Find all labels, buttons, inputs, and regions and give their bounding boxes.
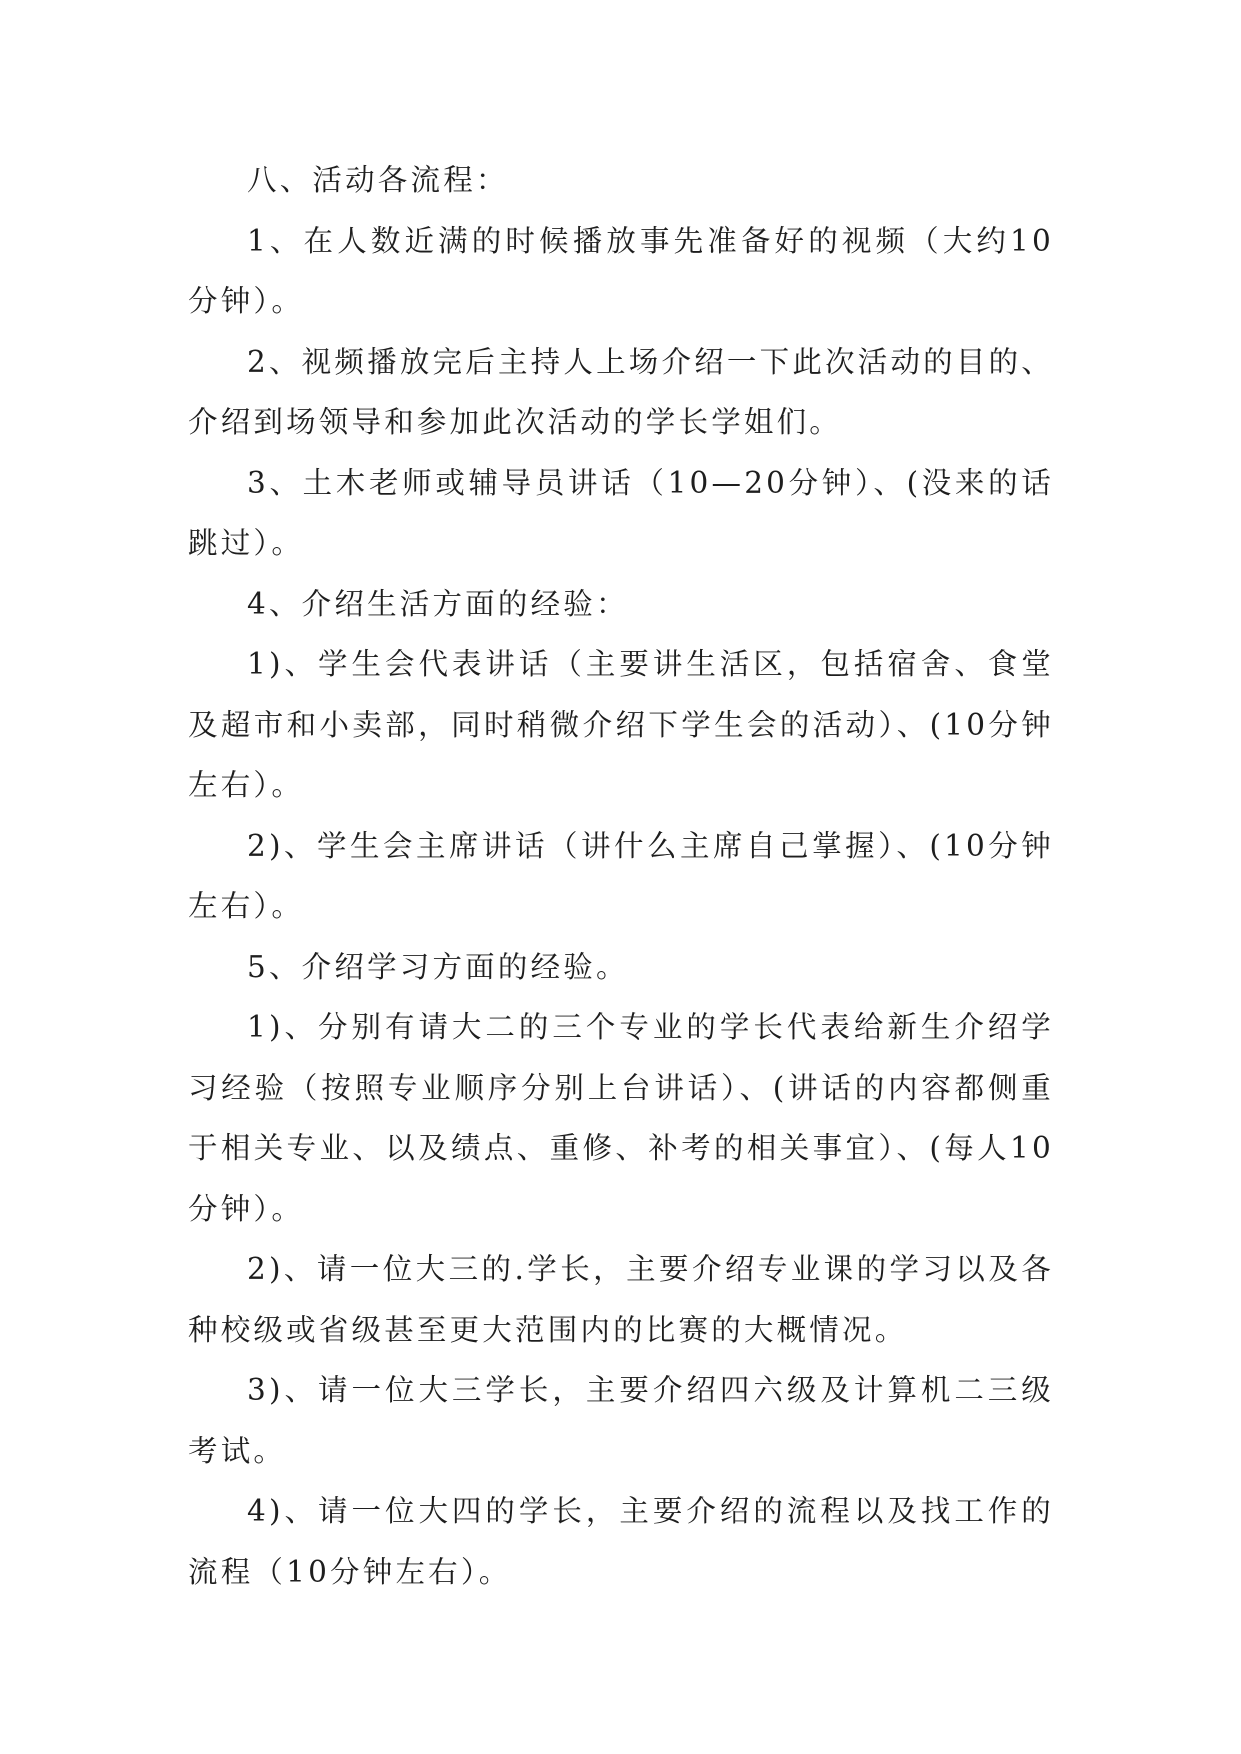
section-heading: 八、活动各流程：: [247, 163, 509, 197]
paragraph: 4)、请一位大四的学长，主要介绍的流程以及找工作的流程（10分钟左右）。: [188, 1494, 1054, 1589]
paragraph: 1、在人数近满的时候播放事先准备好的视频（大约10分钟）。: [188, 223, 1054, 318]
paragraph: 2)、请一位大三的.学长，主要介绍专业课的学习以及各种校级或省级甚至更大范围内的比赛的大概情况。: [188, 1252, 1054, 1347]
paragraph: 1)、分别有请大二的三个专业的学长代表给新生介绍学习经验（按照专业顺序分别上台讲话）、(讲话的内容都侧重于相关专业、以及绩点、重修、补考的相关事宜）、(每人10分钟）。: [188, 1010, 1054, 1226]
paragraph: 1)、学生会代表讲话（主要讲生活区，包括宿舍、食堂及超市和小卖部，同时稍微介绍下学生会的活动）、(10分钟左右）。: [188, 647, 1054, 802]
subsection-heading: 4、介绍生活方面的经验：: [247, 586, 629, 621]
paragraph: 2)、学生会主席讲话（讲什么主席自己掌握）、(10分钟左右）。: [188, 828, 1054, 923]
paragraph: 3、土木老师或辅导员讲话（10—20分钟）、(没来的话跳过）。: [188, 465, 1054, 560]
document-body: [188, 150, 1054, 1602]
subsection-heading: 5、介绍学习方面的经验。: [247, 949, 629, 984]
paragraph: 2、视频播放完后主持人上场介绍一下此次活动的目的、介绍到场领导和参加此次活动的学长学姐们。: [188, 344, 1054, 439]
paragraph: 3)、请一位大三学长，主要介绍四六级及计算机二三级考试。: [188, 1373, 1054, 1468]
